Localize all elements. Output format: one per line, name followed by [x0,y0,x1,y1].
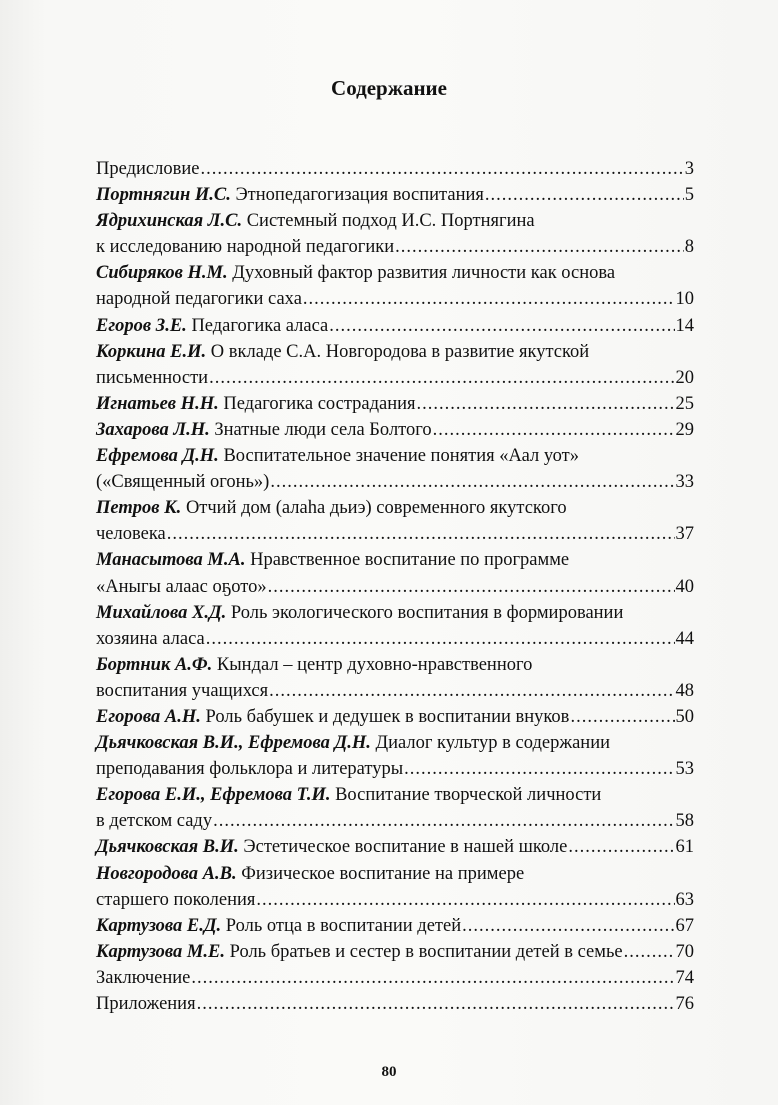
toc-author: Картузова Е.Д. [96,915,222,936]
toc-page-number: 37 [675,524,694,545]
toc-title-text: Роль отца в воспитании детей [225,915,462,936]
toc-entry-text [96,730,610,756]
toc-author: Петров К. [96,498,182,519]
toc-page-number: 63 [675,889,694,910]
toc-title-text: человека [96,524,166,545]
toc-author: Егоров З.Е. [96,315,187,336]
toc-page-number: 74 [675,967,694,988]
toc-page-number: 14 [675,315,694,336]
toc-author: Портнягин И.С. [96,185,231,206]
toc-title-text: в детском саду [96,811,213,832]
toc-title-text: Нравственное воспитание по программе [250,550,570,571]
toc-entry-text [96,626,205,652]
toc-entry-line [96,417,694,443]
toc-entry-line [96,260,694,286]
toc-entry-line [96,600,694,626]
toc-leader-dots [329,313,674,339]
toc-entry-line [96,756,694,782]
toc-page-number: 53 [675,759,694,780]
toc-title-text: Физическое воспитание на примере [241,863,525,884]
toc-entry-text [96,834,567,860]
toc-leader-dots [268,574,675,600]
toc-title-text: Кындал – центр духовно-нравственного [216,654,533,675]
toc-title-text: Системный подход И.С. Портнягина [246,211,535,232]
toc-entry-text [96,782,601,808]
toc-entry-line [96,730,694,756]
toc-title-text: Воспитательное значение понятия «Аал уот» [223,446,579,467]
toc-entry-text [96,756,403,782]
toc-entry-text [96,495,567,521]
toc-entry-text [96,861,524,887]
toc-entry-text [96,313,328,339]
page-title: Содержание [331,76,447,100]
toc-entry-line [96,234,694,260]
toc-entry-line [96,182,694,208]
toc-entry-line [96,991,694,1017]
toc-page-number: 25 [675,393,694,414]
toc-leader-dots [256,887,674,913]
toc-author: Егорова А.Н. [96,706,201,727]
toc-entry-line [96,965,694,991]
toc-author: Сибиряков Н.М. [96,263,228,284]
toc-page-number: 33 [675,472,694,493]
toc-title-text: письменности [96,367,209,388]
toc-entry-text [96,574,267,600]
toc-author: Ядрихинская Л.С. [96,211,243,232]
toc-author: Игнатьев Н.Н. [96,393,219,414]
toc-title-text: к исследованию народной педагогики [96,237,395,258]
toc-entry-line [96,495,694,521]
toc-title-text: О вкладе С.А. Новгородова в развитие якутской [210,341,590,362]
toc-entry-text [96,339,589,365]
toc-author: Дьячковская В.И. [96,837,239,858]
toc-entry-text [96,991,196,1017]
toc-leader-dots [270,469,674,495]
toc-entry-line [96,443,694,469]
toc-leader-dots [485,182,684,208]
toc-title-text: Педагогика сострадания [223,393,416,414]
toc-page-number: 50 [675,706,694,727]
toc-entry-line [96,808,694,834]
toc-author: Бортник А.Ф. [96,654,213,675]
toc-entry-text [96,547,569,573]
toc-page-number: 76 [675,994,694,1014]
toc-entry-line [96,208,694,234]
toc-entry-line [96,286,694,312]
toc-title-text: Отчий дом (алаһа дьиэ) современного якутского [185,498,567,519]
toc-title-text: Духовный фактор развития личности как основа [232,263,616,284]
toc-title-text: Приложения [96,994,196,1014]
toc-entry-text [96,156,199,182]
toc-title-text: хозяина аласа [96,628,205,649]
toc-leader-dots [213,808,674,834]
toc-entry-line [96,626,694,652]
toc-page-number: 58 [675,811,694,832]
toc-entry-text [96,391,416,417]
toc-entry-text [96,652,532,678]
toc-page-number: 8 [684,237,694,258]
toc-entry-text [96,600,623,626]
toc-entry-text [96,939,623,965]
toc-entry-text [96,260,615,286]
toc-page-number: 40 [675,576,694,597]
toc-title-text: («Священный огонь») [96,472,270,493]
toc-author: Михайлова Х.Д. [96,602,227,623]
toc-title-text: Педагогика аласа [191,315,329,336]
toc-entry-line [96,521,694,547]
toc-entry-line [96,547,694,573]
toc-leader-dots [197,991,675,1017]
toc-author: Новгородова А.В. [96,863,237,884]
toc-title-text: Эстетическое воспитание в нашей школе [243,837,568,858]
toc-title-text: Предисловие [96,159,200,179]
toc-page-number: 3 [684,159,694,179]
toc-title-text: старшего поколения [96,889,256,910]
toc-entry-text [96,913,461,939]
toc-title-text: народной педагогики саха [96,289,302,310]
toc-title-text: «Аныгы алаас оҕото» [96,576,267,597]
toc-entry-text [96,417,432,443]
toc-page-number: 61 [675,837,694,858]
toc-author: Картузова М.Е. [96,941,225,962]
toc-leader-dots [167,521,675,547]
toc-entry-text [96,704,569,730]
toc-leader-dots [209,365,674,391]
toc-page-number: 20 [675,367,694,388]
toc-leader-dots [206,626,675,652]
toc-page-number: 44 [675,628,694,649]
toc-entry-line [96,704,694,730]
toc-title-text: Роль братьев и сестер в воспитании детей в семье [229,941,623,962]
toc-title-text: Воспитание творческой личности [335,785,602,806]
toc-leader-dots [433,417,675,443]
toc-leader-dots [404,756,674,782]
toc-entry-text [96,365,208,391]
toc-entry-text [96,965,190,991]
toc-title-text: Роль бабушек и дедушек в воспитании внуков [205,706,570,727]
toc-entry-line [96,782,694,808]
toc-title-text: преподавания фольклора и литературы [96,759,404,780]
toc-author: Егорова Е.И., Ефремова Т.И. [96,785,331,806]
toc-title-text: Знатные люди села Болтого [214,419,432,440]
page-number: 80 [381,1064,397,1080]
toc-entry-line [96,913,694,939]
toc-page-number: 29 [675,419,694,440]
toc-page-number: 48 [675,680,694,701]
toc-author: Ефремова Д.Н. [96,446,219,467]
toc-leader-dots [417,391,675,417]
toc-page-number: 5 [684,185,694,206]
toc-entry-text [96,521,166,547]
toc-entry-line [96,861,694,887]
toc-title-text: Диалог культур в содержании [375,733,611,754]
toc-entry-text [96,208,535,234]
toc-entry-text [96,286,302,312]
toc-entry-text [96,182,484,208]
toc-entry-line [96,887,694,913]
toc-leader-dots [269,678,674,704]
toc-leader-dots [568,834,674,860]
toc-entry-line [96,156,694,182]
toc-entry-line [96,574,694,600]
toc-leader-dots [570,704,674,730]
toc-leader-dots [624,939,675,965]
toc-entry-line [96,391,694,417]
toc-entry-line [96,652,694,678]
toc-title-text: Заключение [96,967,191,988]
toc-title-text: Этнопедагогизация воспитания [235,185,484,206]
toc-page-number: 67 [675,915,694,936]
toc-entry-line [96,365,694,391]
toc-author: Дьячковская В.И., Ефремова Д.Н. [96,733,371,754]
toc-entry-line [96,678,694,704]
toc-entry-line [96,834,694,860]
toc-leader-dots [191,965,674,991]
toc-entry-text [96,808,212,834]
toc-entry-line [96,469,694,495]
toc-page-number: 10 [675,289,694,310]
toc-entry-line [96,339,694,365]
toc-leader-dots [462,913,674,939]
toc-leader-dots [303,286,675,312]
toc-entry-text [96,234,394,260]
toc-entry-line [96,939,694,965]
toc-entry-text [96,469,269,495]
table-of-contents [96,156,694,1017]
toc-title-text: Роль экологического воспитания в формировании [230,602,624,623]
toc-entry-text [96,887,255,913]
toc-entry-text [96,678,268,704]
toc-page-number: 70 [675,941,694,962]
toc-title-text: воспитания учащихся [96,680,269,701]
toc-leader-dots [395,234,684,260]
toc-entry-line [96,313,694,339]
toc-leader-dots [200,156,683,182]
toc-author: Захарова Л.Н. [96,419,210,440]
toc-author: Манасытова М.А. [96,550,246,571]
toc-entry-text [96,443,579,469]
toc-author: Коркина Е.И. [96,341,207,362]
